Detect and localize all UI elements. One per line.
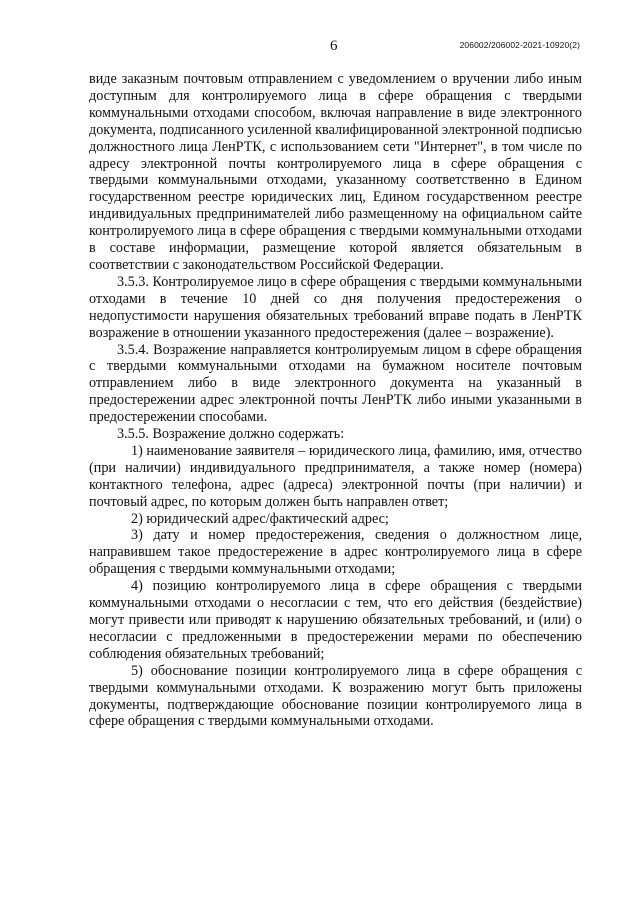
paragraph-3-5-3: 3.5.3. Контролируемое лицо в сфере обращения с твердыми коммунальными отходами в течение 10 дней со дня получения предостережения о недопустимости нарушения обязательных требований вправе подать в ЛенРТК возражение в отношении указанного предостережения (далее – возражение).: [89, 273, 582, 341]
list-item-4: 4) позицию контролируемого лица в сфере обращения с твердыми коммунальными отходами о несогласии с тем, что его действия (бездействие) могут привести или приводят к нарушению обязательных требований, и (или) о несогласии с предложенными в предостережении мерами по обеспечению соблюдения обязательных требований;: [89, 578, 582, 662]
paragraph-3-5-5: 3.5.5. Возражение должно содержать:: [117, 426, 345, 443]
list-item-2: 2) юридический адрес/фактический адрес;: [131, 510, 389, 527]
page-number: 6: [330, 38, 338, 54]
list-item-3: 3) дату и номер предостережения, сведения о должностном лице, направившем такое предостережение в адрес контролируемого лица в сфере обращения с твердыми коммунальными отходами;: [89, 527, 582, 578]
paragraph-continuation: виде заказным почтовым отправлением с уведомлением о вручении либо иным доступным для контролируемого лица в сфере обращения с твердыми коммунальными отходами способом, включая направление в виде электронного документа, подписанного усиленной квалифицированной электронной подписью должностного лица ЛенРТК, с использованием сети "Интернет", в том числе по адресу электронной почты контролируемого лица в сфере обращения с твердыми коммунальными отходами, указанному соответственно в Едином государственном реестре юридических лиц, Едином государственном реестре индивидуальных предпринимателей либо размещенному на официальном сайте контролируемого лица в сфере обращения с твердыми коммунальными отходами в составе информации, размещение которой является обязательным в соответствии с законодательством Российской Федерации.: [89, 71, 582, 273]
list-item-5: 5) обоснование позиции контролируемого лица в сфере обращения с твердыми коммунальными отходами. К возражению могут быть приложены документы, подтверждающие обоснование позиции контролируемого лица в сфере обращения с твердыми коммунальными отходами.: [89, 662, 582, 730]
document-code: 206002/206002-2021-10920(2): [459, 40, 580, 50]
paragraph-3-5-4: 3.5.4. Возражение направляется контролируемым лицом в сфере обращения с твердыми коммунальными отходами на бумажном носителе почтовым отправлением либо в виде электронного документа на указанный в предостережении адрес электронной почты ЛенРТК либо иными указанными в предостережении способами.: [89, 341, 582, 426]
document-body: [89, 71, 582, 730]
list-item-1: 1) наименование заявителя – юридического лица, фамилию, имя, отчество (при наличии) индивидуального предпринимателя, а также номер (номера) контактного телефона, адрес (адреса) электронной почты (при наличии) и почтовый адрес, по которым должен быть направлен ответ;: [89, 442, 582, 510]
